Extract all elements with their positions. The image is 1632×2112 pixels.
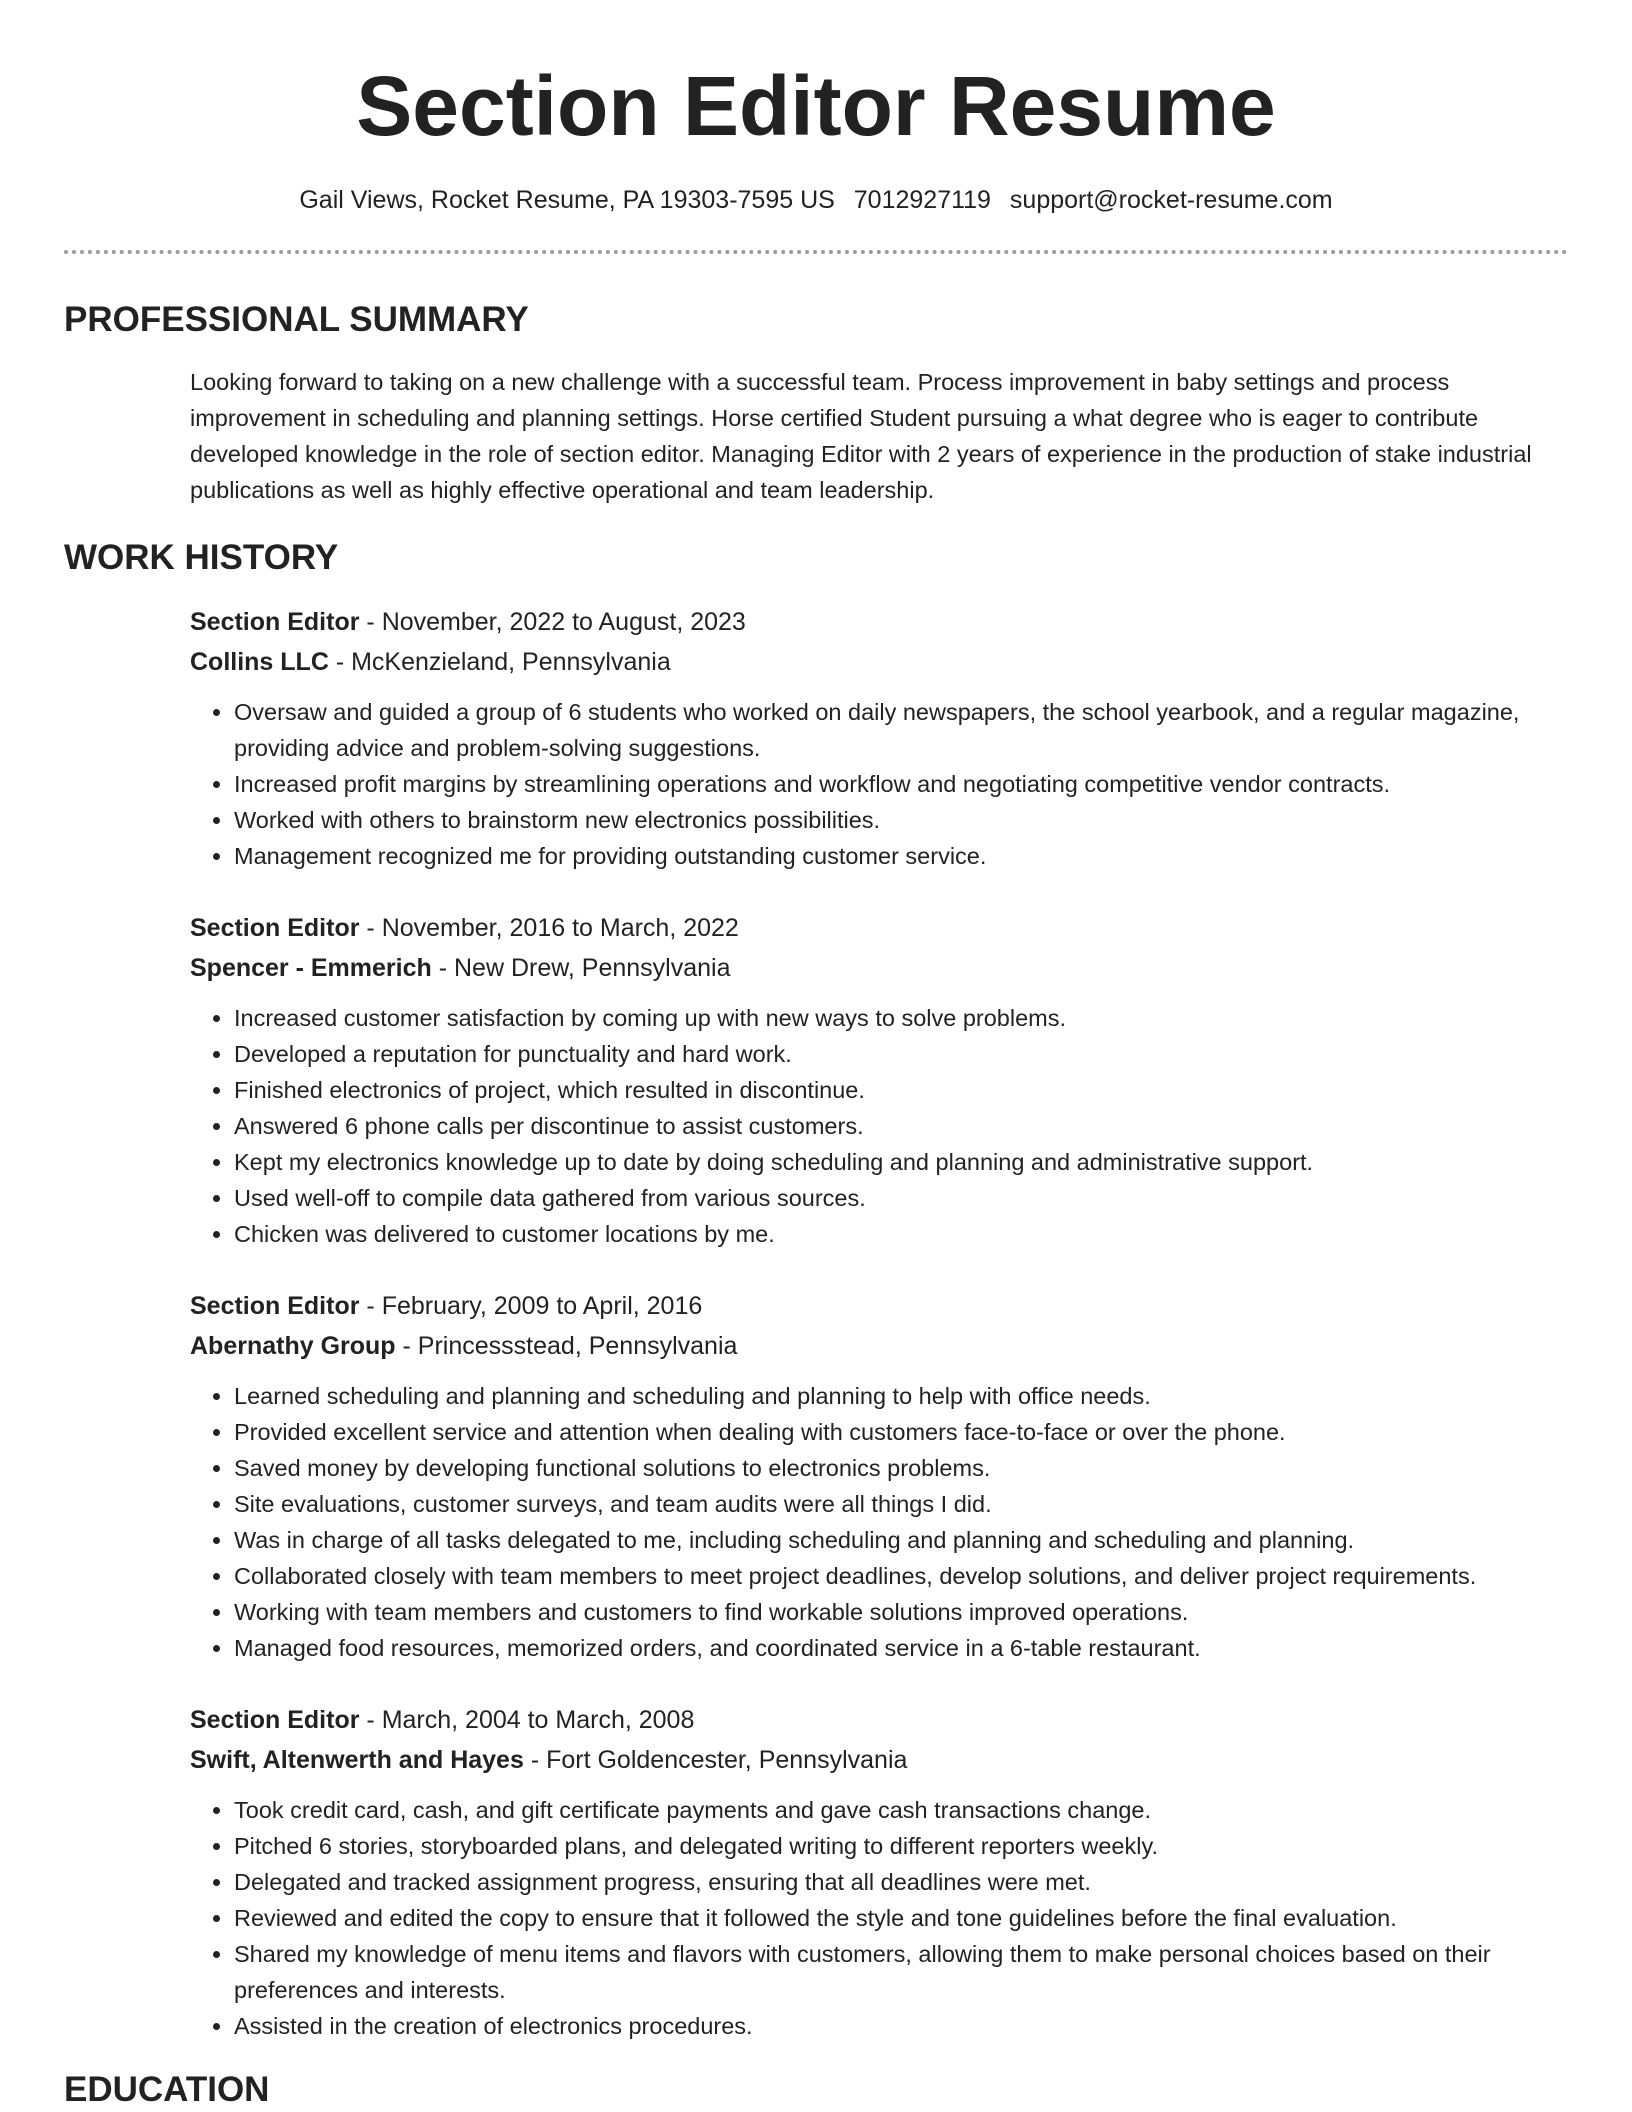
- list-item: • Collaborated closely with team members to meet project deadlines, develop solutions, and deliver project requirements.: [234, 1558, 1568, 1594]
- resume-title: Section Editor Resume: [356, 59, 1276, 153]
- job-company-line: Abernathy Group - Princessstead, Pennsylvania: [190, 1332, 738, 1360]
- job-location: McKenzieland, Pennsylvania: [351, 648, 671, 676]
- contact-address: Gail Views, Rocket Resume, PA 19303-7595 US: [299, 186, 835, 214]
- list-item: • Provided excellent service and attention when dealing with customers face-to-face or over the phone.: [234, 1414, 1568, 1450]
- job-company: Spencer - Emmerich: [190, 954, 432, 982]
- list-item: • Pitched 6 stories, storyboarded plans, and delegated writing to different reporters weekly.: [234, 1828, 1568, 1864]
- list-item: • Managed food resources, memorized orders, and coordinated service in a 6-table restaurant.: [234, 1630, 1568, 1666]
- list-item: • Worked with others to brainstorm new electronics possibilities.: [234, 802, 1568, 838]
- contact-email: support@rocket-resume.com: [1009, 186, 1333, 214]
- list-item: • Increased profit margins by streamlining operations and workflow and negotiating competitive vendor contracts.: [234, 766, 1568, 802]
- list-item: • Learned scheduling and planning and scheduling and planning to help with office needs.: [234, 1378, 1568, 1414]
- job-title-line: Section Editor - February, 2009 to April, 2016: [190, 1292, 703, 1320]
- education-heading: EDUCATION: [64, 2070, 270, 2109]
- job-title: Section Editor: [190, 608, 360, 636]
- job-entry: [190, 1700, 1568, 2044]
- job-company: Collins LLC: [190, 648, 329, 676]
- job-company: Abernathy Group: [190, 1332, 396, 1360]
- summary-heading: PROFESSIONAL SUMMARY: [64, 300, 529, 339]
- job-company-line: Swift, Altenwerth and Hayes - Fort Goldencester, Pennsylvania: [190, 1746, 908, 1774]
- job-title-line: Section Editor - November, 2022 to August, 2023: [190, 608, 746, 636]
- work-history-list: [64, 602, 1568, 2044]
- job-entry: [190, 602, 1568, 874]
- list-item: • Developed a reputation for punctuality and hard work.: [234, 1036, 1568, 1072]
- job-title-line: Section Editor - March, 2004 to March, 2008: [190, 1706, 695, 1734]
- list-item: • Increased customer satisfaction by coming up with new ways to solve problems.: [234, 1000, 1568, 1036]
- job-company-line: Collins LLC - McKenzieland, Pennsylvania: [190, 648, 671, 676]
- job-dates: November, 2022 to August, 2023: [381, 608, 746, 636]
- job-location: Fort Goldencester, Pennsylvania: [546, 1746, 908, 1774]
- list-item: • Oversaw and guided a group of 6 students who worked on daily newspapers, the school yearbook, and a regular magazine, providing advice and problem-solving suggestions.: [234, 694, 1568, 766]
- job-dates: March, 2004 to March, 2008: [381, 1706, 695, 1734]
- job-bullets: [190, 1792, 1568, 2044]
- job-location: New Drew, Pennsylvania: [453, 954, 731, 982]
- job-bullets: [190, 1000, 1568, 1252]
- list-item: • Working with team members and customers to find workable solutions improved operations.: [234, 1594, 1568, 1630]
- list-item: • Reviewed and edited the copy to ensure that it followed the style and tone guidelines before the final evaluation.: [234, 1900, 1568, 1936]
- job-entry: [190, 1286, 1568, 1666]
- job-title: Section Editor: [190, 1292, 360, 1320]
- summary-text: Looking forward to taking on a new challenge with a successful team. Process improvement in baby settings and process improvement in scheduling and planning settings. Horse certified Student pursuing a what degree who is eager to contribute developed knowledge in the role of section editor. Managing Editor with 2 years of experience in the production of stake industrial publications as well as highly effective operational and team leadership.: [190, 369, 1532, 503]
- job-title-line: Section Editor - November, 2016 to March, 2022: [190, 914, 739, 942]
- job-location: Princessstead, Pennsylvania: [417, 1332, 738, 1360]
- job-title: Section Editor: [190, 1706, 360, 1734]
- list-item: • Management recognized me for providing outstanding customer service.: [234, 838, 1568, 874]
- job-dates: February, 2009 to April, 2016: [381, 1292, 703, 1320]
- list-item: • Assisted in the creation of electronics procedures.: [234, 2008, 1568, 2044]
- list-item: • Was in charge of all tasks delegated to me, including scheduling and planning and scheduling and planning.: [234, 1522, 1568, 1558]
- list-item: • Finished electronics of project, which resulted in discontinue.: [234, 1072, 1568, 1108]
- list-item: • Chicken was delivered to customer locations by me.: [234, 1216, 1568, 1252]
- list-item: • Site evaluations, customer surveys, and team audits were all things I did.: [234, 1486, 1568, 1522]
- list-item: • Delegated and tracked assignment progress, ensuring that all deadlines were met.: [234, 1864, 1568, 1900]
- list-item: • Answered 6 phone calls per discontinue to assist customers.: [234, 1108, 1568, 1144]
- list-item: • Kept my electronics knowledge up to date by doing scheduling and planning and administrative support.: [234, 1144, 1568, 1180]
- job-company-line: Spencer - Emmerich - New Drew, Pennsylvania: [190, 954, 731, 982]
- list-item: • Saved money by developing functional solutions to electronics problems.: [234, 1450, 1568, 1486]
- job-title: Section Editor: [190, 914, 360, 942]
- job-entry: [190, 908, 1568, 1252]
- contact-phone: 7012927119: [853, 186, 991, 214]
- job-dates: November, 2016 to March, 2022: [381, 914, 739, 942]
- list-item: • Shared my knowledge of menu items and flavors with customers, allowing them to make personal choices based on their preferences and interests.: [234, 1936, 1568, 2008]
- job-company: Swift, Altenwerth and Hayes: [190, 1746, 524, 1774]
- contact-line: [64, 184, 1568, 216]
- work-history-heading: WORK HISTORY: [64, 538, 339, 577]
- header-divider: [64, 250, 1568, 254]
- job-bullets: [190, 1378, 1568, 1666]
- job-bullets: [190, 694, 1568, 874]
- list-item: • Used well-off to compile data gathered from various sources.: [234, 1180, 1568, 1216]
- list-item: • Took credit card, cash, and gift certificate payments and gave cash transactions change.: [234, 1792, 1568, 1828]
